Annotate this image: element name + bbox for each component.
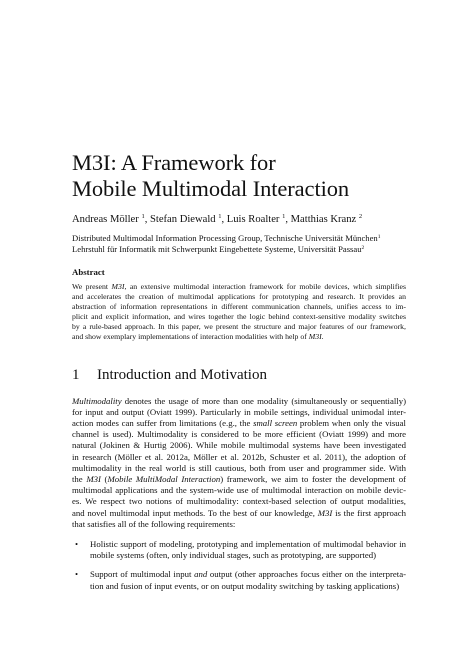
abstract-line: and accelerates the creation of multimodal applications for prototyping and research. It provides an bbox=[72, 292, 406, 302]
body-line: channel is used). Multimodality is considered to be more efficient (Oviatt 1999) and more bbox=[72, 429, 406, 440]
list-item bbox=[72, 569, 406, 591]
author-affiliation-mark: 1 bbox=[282, 213, 286, 220]
list-item bbox=[72, 539, 406, 561]
abstract-heading: Abstract bbox=[72, 267, 105, 277]
list-item-line: Holistic support of modeling, prototyping and implementation of multimodal behavior in bbox=[90, 539, 406, 549]
list-item-line: Support of multimodal input and output (other approaches focus either on the interpreta- bbox=[90, 569, 406, 580]
author-name: Matthias Kranz bbox=[290, 214, 359, 225]
title-line-2: Mobile Multimodal Interaction bbox=[72, 176, 350, 201]
body-line: action modes can suffer from limitations (e.g., the small screen problem when only the visual bbox=[72, 417, 406, 428]
body-paragraph bbox=[72, 396, 406, 530]
abstract-line: We present M3I, an extensive multimodal interaction framework for mobile devices, which simplifies bbox=[72, 282, 407, 291]
body-line: that satisfies all of the following requirements: bbox=[72, 518, 236, 529]
abstract-line: and show exemplary implementations of interaction modalities with help of M3I. bbox=[72, 332, 324, 342]
body-line: multimodality in the real world is still cautious, both from user and programmer side. With bbox=[72, 462, 406, 473]
italic-term: M3I bbox=[317, 507, 333, 518]
author-name: Stefan Diewald bbox=[149, 214, 219, 225]
italic-term: Multimodality bbox=[72, 395, 122, 406]
requirements-list bbox=[72, 539, 406, 592]
author-affiliation-mark: 2 bbox=[358, 213, 363, 220]
affiliation-line: Distributed Multimodal Information Processing Group, Technische Universität München$^1$ bbox=[72, 233, 381, 243]
body-line: for input and output (Oviatt 1999). Particularly in mobile settings, individual unimodal inter- bbox=[72, 406, 406, 417]
author-affiliation-mark: 1 bbox=[218, 213, 222, 220]
italic-term: Mobile MultiModal Interaction bbox=[107, 473, 221, 484]
affiliations bbox=[72, 233, 406, 255]
affiliation-line: Lehrstuhl für Informatik mit Schwerpunkt Eingebettete Systeme, Universität Passau$^2$ bbox=[72, 244, 365, 254]
abstract-line: by a rule-based approach. In this paper, we present the structure and major features of our framework, bbox=[72, 322, 406, 332]
paper-page bbox=[72, 150, 406, 600]
body-line: Multimodality denotes the usage of more than one modality (simultaneously or sequentially) bbox=[72, 395, 406, 406]
title-line-1: M3I: A Framework for bbox=[72, 150, 276, 175]
paper-title bbox=[72, 150, 406, 202]
section-title: Introduction and Motivation bbox=[97, 366, 267, 383]
affiliation-mark: 2 bbox=[361, 245, 365, 251]
bullet-marker: • bbox=[75, 569, 79, 580]
body-line: multimodal applications and the system-wide use of multimodal interaction on mobile devic- bbox=[72, 485, 406, 496]
italic-term: M3I bbox=[111, 282, 125, 291]
author-list: Andreas Möller $^1$, Stefan Diewald $^1$, Luis Roalter $^1$, Matthias Kranz $^2$ bbox=[72, 213, 363, 225]
author-name: Luis Roalter bbox=[226, 214, 283, 225]
body-line: the M3I (Mobile MultiModal Interaction) framework, we aim to foster the development of bbox=[72, 473, 406, 484]
list-item-line: tion and fusion of input events, or on output modality switching by tasking applications) bbox=[90, 580, 400, 591]
italic-term: M3I bbox=[86, 473, 101, 484]
section-number: 1 bbox=[72, 366, 80, 383]
body-line: es. We respect two notions of multimodality: context-based selection of output modalities, bbox=[72, 496, 406, 507]
body-line: natural (Jokinen & Hurtig 2006). While mobile multimodal systems have been investigated bbox=[72, 440, 406, 451]
bullet-marker: • bbox=[75, 539, 79, 549]
section-heading bbox=[72, 366, 406, 384]
abstract-text bbox=[72, 282, 406, 343]
author-affiliation-mark: 1 bbox=[141, 213, 145, 220]
body-line: and novel multimodal input methods. To the best of our knowledge, M3I is the first approach bbox=[72, 507, 407, 518]
abstract-line: abstraction of information representations in different communication channels, unifies access to im- bbox=[72, 302, 406, 312]
author-name: Andreas Möller bbox=[72, 214, 142, 225]
body-line: in research (Möller et al. 2012a, Möller et al. 2012b, Schuster et al. 2011), the adoption of bbox=[72, 451, 406, 462]
italic-term: and bbox=[194, 569, 208, 580]
italic-term: small screen bbox=[253, 417, 298, 428]
italic-term: M3I bbox=[308, 332, 322, 342]
abstract-line: plicit and explicit information, and wires together the logic behind context-sensitive modality switches bbox=[72, 312, 406, 322]
affiliation-mark: 1 bbox=[377, 234, 381, 240]
list-item-line: mobile systems (often, only individual stages, such as prototyping, are supported) bbox=[90, 550, 377, 561]
